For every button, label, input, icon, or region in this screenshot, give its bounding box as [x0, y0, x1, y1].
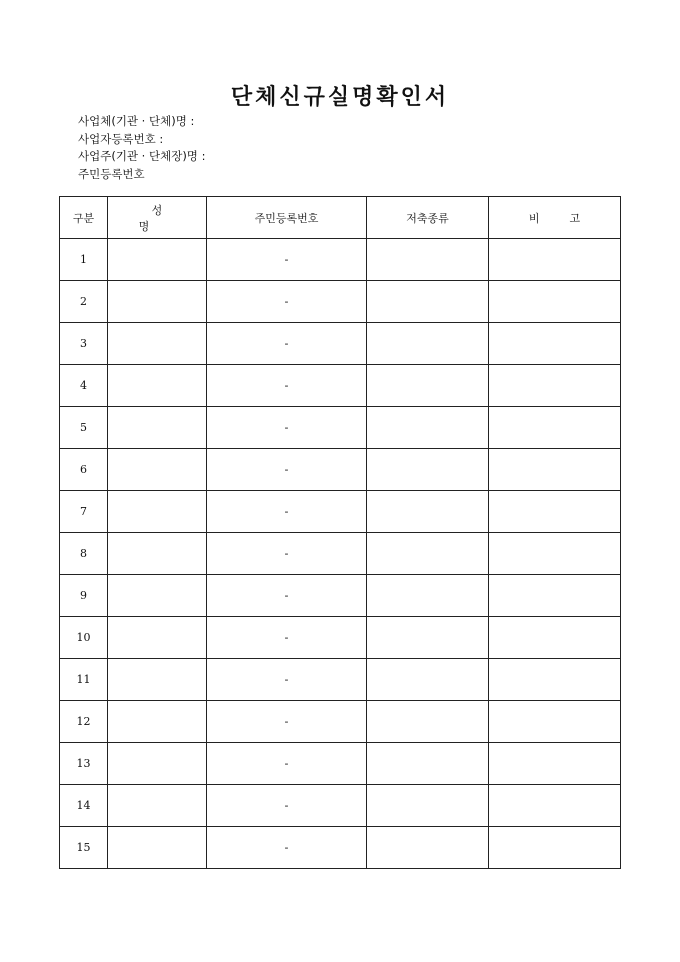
table-row [60, 365, 621, 407]
table-row [60, 827, 621, 869]
row-number-cell: 3 [60, 323, 108, 365]
note-cell[interactable] [489, 659, 621, 701]
table-row [60, 575, 621, 617]
name-cell[interactable] [108, 659, 207, 701]
row-number-cell: 14 [60, 785, 108, 827]
name-cell[interactable] [108, 365, 207, 407]
note-cell[interactable] [489, 827, 621, 869]
savings-type-cell[interactable] [367, 701, 489, 743]
row-number-cell: 8 [60, 533, 108, 575]
row-number-cell: 2 [60, 281, 108, 323]
savings-type-cell[interactable] [367, 239, 489, 281]
savings-type-cell[interactable] [367, 617, 489, 659]
resident-id-cell[interactable]: - [207, 617, 367, 659]
note-cell[interactable] [489, 281, 621, 323]
row-number-cell: 11 [60, 659, 108, 701]
name-cell[interactable] [108, 491, 207, 533]
savings-type-cell[interactable] [367, 785, 489, 827]
note-cell[interactable] [489, 239, 621, 281]
business-name-line: 사업체(기관 · 단체)명 : [78, 114, 195, 128]
table-row [60, 239, 621, 281]
table-row [60, 281, 621, 323]
resident-id-cell[interactable]: - [207, 659, 367, 701]
name-cell[interactable] [108, 827, 207, 869]
note-cell[interactable] [489, 617, 621, 659]
name-cell[interactable] [108, 239, 207, 281]
resident-id-cell[interactable]: - [207, 701, 367, 743]
row-number-cell: 5 [60, 407, 108, 449]
row-number-cell: 15 [60, 827, 108, 869]
header-resident-id: 주민등록번호 [207, 197, 367, 239]
resident-id-cell[interactable]: - [207, 533, 367, 575]
member-table [59, 196, 621, 869]
note-cell[interactable] [489, 743, 621, 785]
row-number-cell: 7 [60, 491, 108, 533]
header-name-label: 성명 [138, 203, 189, 233]
row-number-cell: 12 [60, 701, 108, 743]
name-cell[interactable] [108, 617, 207, 659]
note-cell[interactable] [489, 323, 621, 365]
resident-id-cell[interactable]: - [207, 491, 367, 533]
savings-type-cell[interactable] [367, 365, 489, 407]
table-row [60, 407, 621, 449]
table-header-row [60, 197, 621, 239]
savings-type-cell[interactable] [367, 575, 489, 617]
table-row [60, 617, 621, 659]
table-row [60, 701, 621, 743]
table-row [60, 785, 621, 827]
name-cell[interactable] [108, 701, 207, 743]
savings-type-cell[interactable] [367, 491, 489, 533]
note-cell[interactable] [489, 785, 621, 827]
name-cell[interactable] [108, 575, 207, 617]
savings-type-cell[interactable] [367, 743, 489, 785]
table-row [60, 743, 621, 785]
resident-id-cell[interactable]: - [207, 407, 367, 449]
row-number-cell: 10 [60, 617, 108, 659]
resident-id-cell[interactable]: - [207, 785, 367, 827]
name-cell[interactable] [108, 323, 207, 365]
name-cell[interactable] [108, 449, 207, 491]
row-number-cell: 9 [60, 575, 108, 617]
applicant-info [78, 113, 205, 183]
resident-id-cell[interactable]: - [207, 239, 367, 281]
resident-number-line: 주민등록번호 [78, 166, 145, 181]
row-number-cell: 4 [60, 365, 108, 407]
savings-type-cell[interactable] [367, 281, 489, 323]
savings-type-cell[interactable] [367, 533, 489, 575]
owner-name-line: 사업주(기관 · 단체장)명 : [78, 149, 206, 163]
business-number-line: 사업자등록번호 : [78, 131, 164, 146]
row-number-cell: 13 [60, 743, 108, 785]
resident-id-cell[interactable]: - [207, 575, 367, 617]
resident-id-cell[interactable]: - [207, 323, 367, 365]
savings-type-cell[interactable] [367, 323, 489, 365]
document-title: 단체신규실명확인서 [230, 84, 450, 110]
note-cell[interactable] [489, 575, 621, 617]
table-row [60, 533, 621, 575]
note-cell[interactable] [489, 407, 621, 449]
note-cell[interactable] [489, 491, 621, 533]
row-number-cell: 1 [60, 239, 108, 281]
name-cell[interactable] [108, 785, 207, 827]
row-number-cell: 6 [60, 449, 108, 491]
resident-id-cell[interactable]: - [207, 281, 367, 323]
name-cell[interactable] [108, 743, 207, 785]
resident-id-cell[interactable]: - [207, 827, 367, 869]
resident-id-cell[interactable]: - [207, 743, 367, 785]
savings-type-cell[interactable] [367, 659, 489, 701]
savings-type-cell[interactable] [367, 827, 489, 869]
note-cell[interactable] [489, 449, 621, 491]
resident-id-cell[interactable]: - [207, 449, 367, 491]
name-cell[interactable] [108, 533, 207, 575]
header-name [108, 197, 207, 239]
note-cell[interactable] [489, 701, 621, 743]
name-cell[interactable] [108, 407, 207, 449]
header-note [489, 197, 621, 239]
table-row [60, 449, 621, 491]
resident-id-cell[interactable]: - [207, 365, 367, 407]
note-cell[interactable] [489, 365, 621, 407]
savings-type-cell[interactable] [367, 407, 489, 449]
header-savings-type: 저축종류 [367, 197, 489, 239]
header-no: 구분 [60, 197, 108, 239]
table-row [60, 659, 621, 701]
table-row [60, 491, 621, 533]
note-cell[interactable] [489, 533, 621, 575]
name-cell[interactable] [108, 281, 207, 323]
header-note-label: 비고 [528, 211, 611, 225]
savings-type-cell[interactable] [367, 449, 489, 491]
table-row [60, 323, 621, 365]
